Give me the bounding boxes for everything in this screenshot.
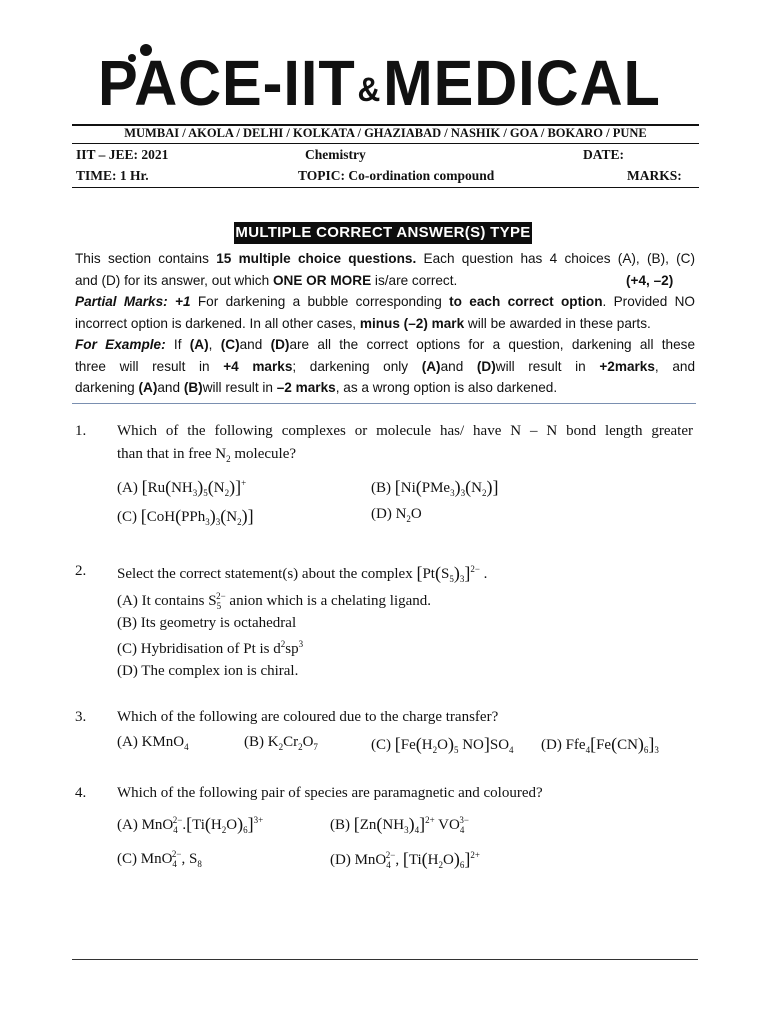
question-stem-line: than that in free $N_2$ molecule?	[117, 446, 297, 464]
option-c[interactable]: (C) $[CoH(PPh_3)_3(N_2)]$	[117, 506, 254, 527]
intro-line: and (D) for its answer, out which ONE OR MORE is/are correct. (+4, –2)	[75, 270, 695, 292]
logo-wordmark	[98, 44, 703, 129]
question-stem: Select the correct statement(s) about the complex $[Pt(S_5)_3]^{2-}$ .	[117, 563, 488, 584]
intro-line: three will result in +4 marks; darkening only (A)and (D)will result in +2marks, and	[75, 359, 696, 374]
pace-logo	[98, 44, 670, 122]
divider	[72, 187, 699, 188]
intro-line: darkening (A)and (B)will result in –2 marks, as a wrong option is also darkened.	[75, 380, 558, 395]
option-c[interactable]: (C) MnO$_4^{2-}$, $S_8$	[117, 849, 202, 869]
option-d[interactable]: (D) MnO$_4^{2-}$, $[Ti(H_2O)_6]^{2+}$	[330, 849, 480, 870]
option-c[interactable]: (C) [$Fe(H_2O)_5$ $NO]SO_4$	[371, 734, 514, 755]
question-number: 3.	[75, 709, 87, 725]
option-d[interactable]: (D) $Ffe_4[Fe(CN)_6]_3$	[541, 734, 659, 755]
intro-line: For Example: If (A), (C)and (D)are all the correct options for a question, darkening all these	[75, 337, 696, 352]
option-b[interactable]: (B) $[Ni(PMe_3)_3(N_2)]$	[371, 477, 499, 498]
option-a[interactable]: (A) $MnO_4^{2-}.[Ti(H_2O)_6]^{3+}$	[117, 814, 264, 835]
question-stem: Which of the following are coloured due to the charge transfer?	[117, 709, 499, 725]
question-number: 1.	[75, 423, 87, 439]
marking-scheme: (+4, –2)	[626, 273, 674, 288]
option-c[interactable]: (C) Hybridisation of Pt is $d^2sp^3$	[117, 639, 304, 657]
option-a[interactable]: (A) It contains $S_5^{2-}$ anion which is a chelating ligand.	[117, 591, 432, 611]
option-a[interactable]: (A) $[Ru(NH_3)_5(N_2)]^+$	[117, 477, 247, 498]
marks-label: MARKS:	[627, 168, 682, 183]
question-stem	[117, 423, 693, 464]
option-b[interactable]: (B) $[Zn(NH_3)_4]^{2+}$ $VO_4^{3-}$	[330, 814, 469, 835]
cities-line: MUMBAI / AKOLA / DELHI / KOLKATA / GHAZIABAD / NASHIK / GOA / BOKARO / PUNE	[124, 126, 647, 140]
intro-line: This section contains 15 multiple choice questions. Each question has 4 choices (A), (B), (C)	[75, 251, 696, 266]
option-b[interactable]: (B) $K_2Cr_2O_7$	[244, 734, 318, 752]
intro-line: Partial Marks: +1 For darkening a bubble corresponding to each correct option. Provided NO	[75, 294, 695, 309]
question-number: 4.	[75, 785, 87, 801]
option-a[interactable]: (A) KMnO$_4$	[117, 734, 189, 752]
divider	[72, 143, 699, 144]
logo-text: PACE-IIT&MEDICAL	[98, 47, 661, 119]
footer-divider	[72, 959, 698, 960]
question-stem: Which of the following pair of species are paramagnetic and coloured?	[117, 785, 543, 801]
exam-label: IIT – JEE: 2021	[76, 147, 169, 162]
question-stem-line: Which of the following complexes or molecule has/ have N – N bond length greater	[117, 423, 693, 439]
option-d[interactable]: (D) $N_2O$	[371, 506, 422, 524]
option-b[interactable]: (B) Its geometry is octahedral	[117, 615, 297, 631]
divider	[72, 403, 696, 404]
subject-label: Chemistry	[305, 147, 366, 162]
section-title: MULTIPLE CORRECT ANSWER(S) TYPE	[234, 222, 532, 244]
time-label: TIME: 1 Hr.	[76, 168, 149, 183]
date-label: DATE:	[583, 147, 625, 162]
option-d[interactable]: (D) The complex ion is chiral.	[117, 663, 299, 679]
topic-label: TOPIC: Co-ordination compound	[298, 168, 495, 183]
intro-line: incorrect option is darkened. In all other cases, minus (–2) mark will be awarded in these parts.	[75, 316, 651, 331]
question-number: 2.	[75, 563, 87, 579]
